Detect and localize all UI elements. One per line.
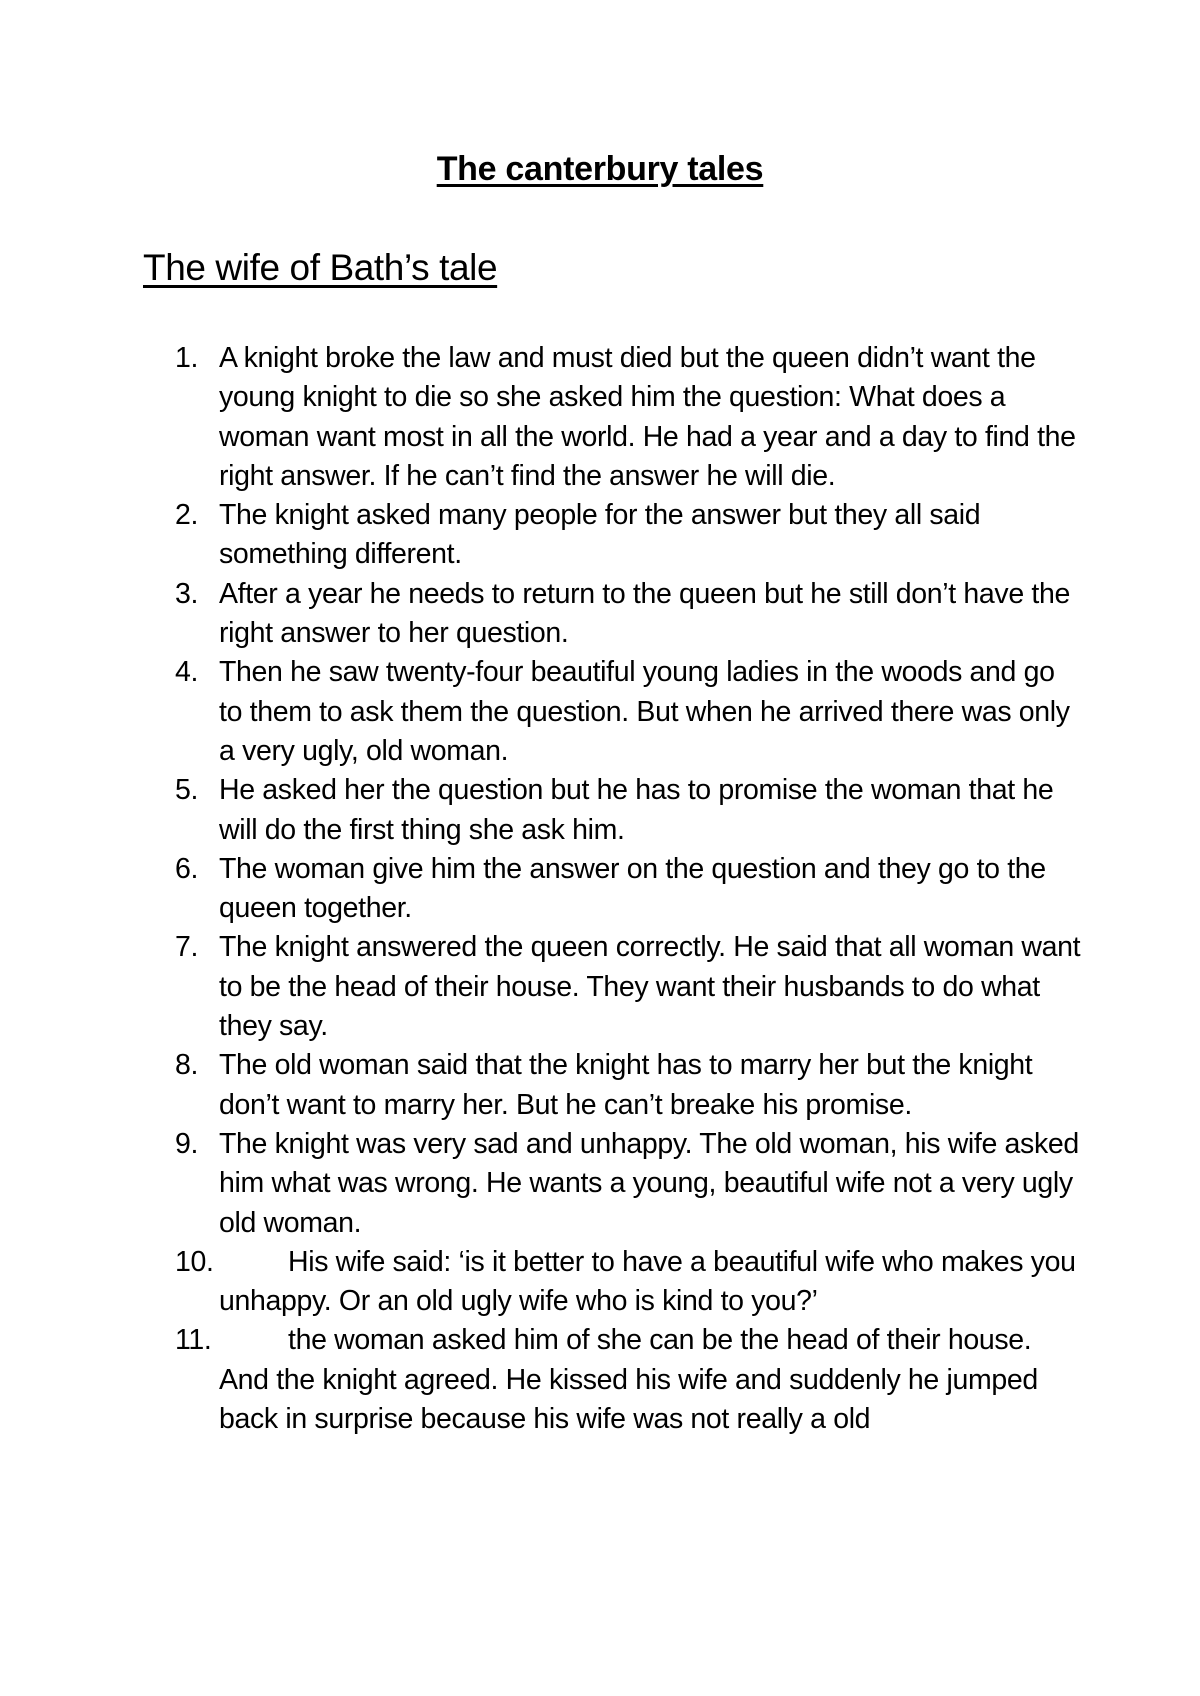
list-item-text: A knight broke the law and must died but the queen didn’t want the young knight to die so she asked him the question: What does a woman want most in all the world. He had a year and a day to find the right answer. If he can’t find the answer he will die. — [219, 342, 1076, 492]
list-item-number: 4. — [175, 656, 199, 689]
story-list — [0, 339, 1200, 1439]
list-item-number: 9. — [175, 1127, 199, 1160]
list-item-text: His wife said: ‘is it better to have a beautiful wife who makes you unhappy. Or an old ugly wife who is kind to you?’ — [219, 1245, 1076, 1318]
list-item — [0, 653, 1083, 771]
list-item-text: After a year he needs to return to the queen but he still don’t have the right answer to her question. — [219, 577, 1070, 650]
list-item-text: The knight was very sad and unhappy. The old woman, his wife asked him what was wrong. He wants a young, beautiful wife not a very ugly old woman. — [219, 1127, 1079, 1239]
list-item — [0, 1046, 1083, 1125]
list-item — [0, 771, 1083, 850]
section-heading: The wife of Bath’s tale — [143, 247, 498, 288]
list-item-number: 10. — [175, 1245, 214, 1278]
list-item — [0, 1243, 1083, 1322]
list-item-text: the woman asked him of she can be the head of their house. And the knight agreed. He kissed his wife and suddenly he jumped back in surprise because his wife was not really a old — [219, 1324, 1038, 1436]
list-item-number: 6. — [175, 852, 199, 885]
list-item-text: The old woman said that the knight has to marry her but the knight don’t want to marry her. But he can’t breake his promise. — [219, 1049, 1033, 1121]
list-item-number: 11. — [175, 1324, 212, 1357]
list-item — [0, 1125, 1083, 1243]
list-item — [0, 1321, 1083, 1439]
list-item-number: 5. — [175, 774, 199, 807]
document-title: The canterbury tales — [436, 150, 764, 188]
list-item-text: The knight asked many people for the answer but they all said something different. — [219, 499, 981, 571]
list-item-text: He asked her the question but he has to promise the woman that he will do the first thing she ask him. — [219, 774, 1054, 846]
list-item — [0, 496, 1083, 575]
list-item-number: 3. — [175, 577, 199, 610]
list-item — [0, 850, 1083, 929]
list-item-text: The knight answered the queen correctly. He said that all woman want to be the head of their house. They want their husbands to do what they say. — [219, 931, 1081, 1043]
list-item — [0, 575, 1083, 654]
list-item-number: 1. — [175, 342, 199, 374]
list-item — [0, 339, 1083, 496]
list-item-number: 7. — [175, 931, 199, 964]
list-item-text: Then he saw twenty-four beautiful young ladies in the woods and go to them to ask them the question. But when he arrived there was only a very ugly, old woman. — [219, 656, 1070, 767]
list-item-text: The woman give him the answer on the question and they go to the queen together. — [219, 852, 1046, 925]
list-item — [0, 928, 1083, 1046]
list-item-number: 2. — [175, 499, 199, 532]
list-item-number: 8. — [175, 1049, 199, 1082]
